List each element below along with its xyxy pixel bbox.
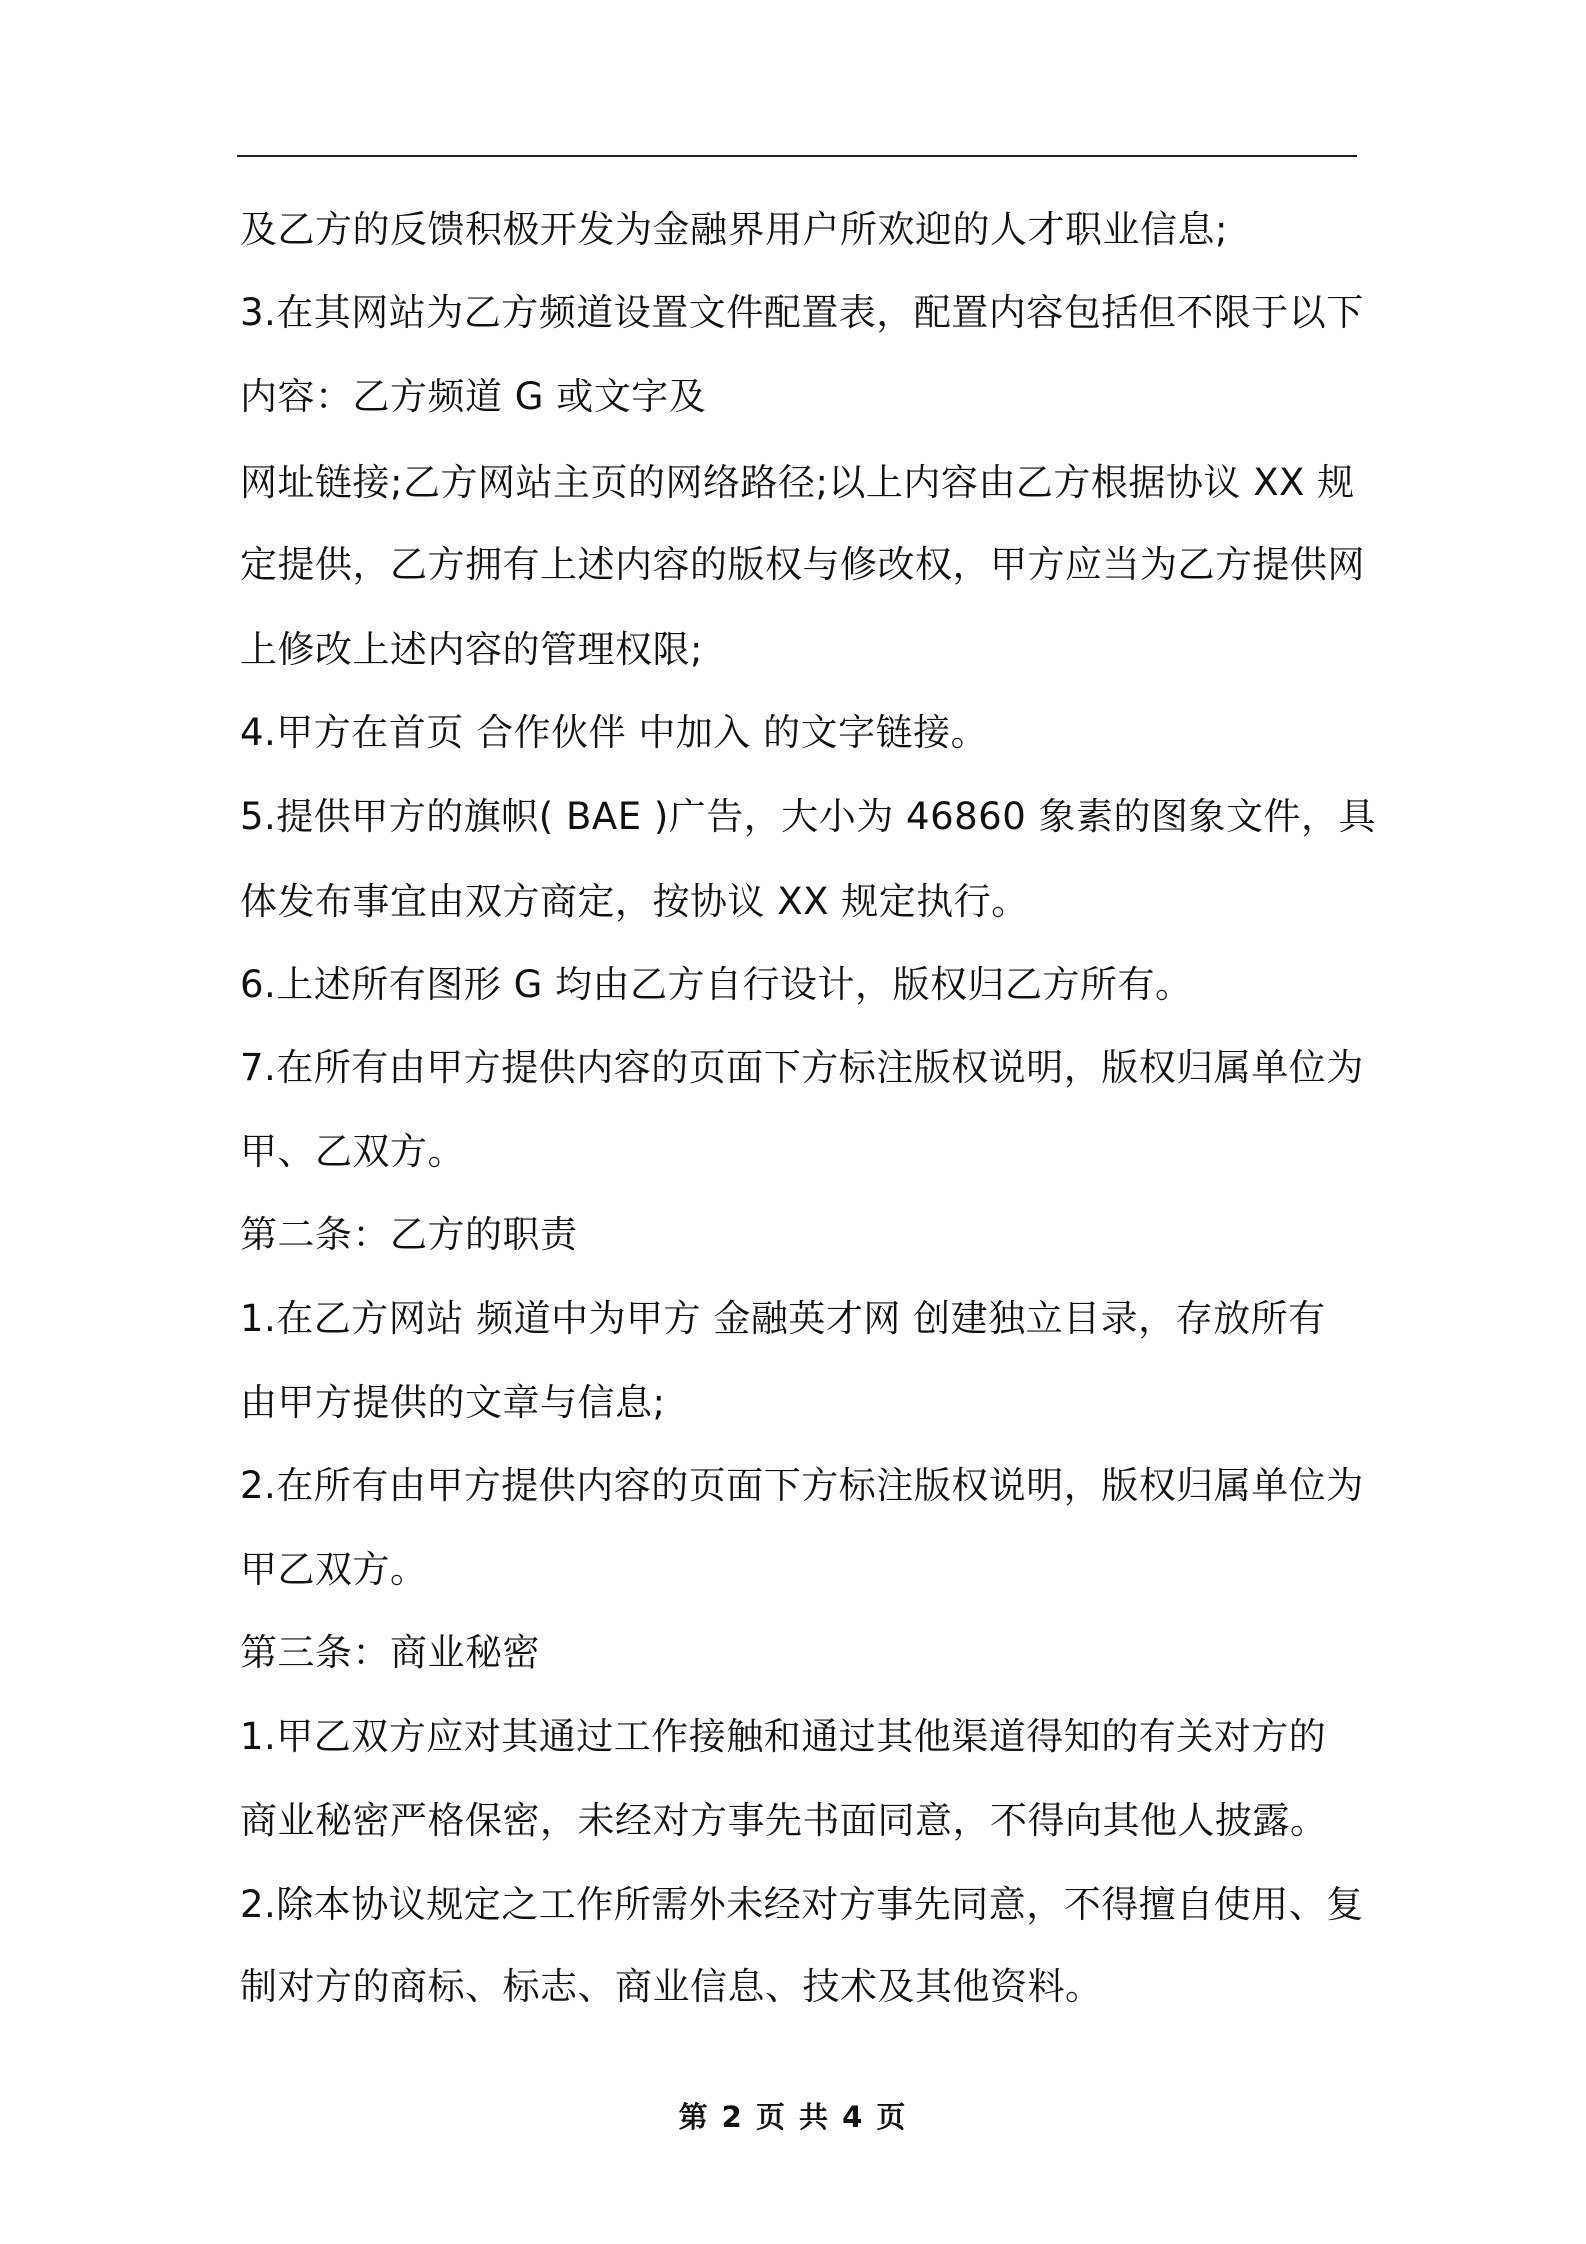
text-line: 内容：乙方频道 G 或文字及 [240, 375, 707, 418]
text-line: 上修改上述内容的管理权限; [240, 628, 703, 671]
text-line: 1.在乙方网站 频道中为甲方 金融英才网 创建独立目录，存放所有 [240, 1297, 1326, 1340]
text-line: 5.提供甲方的旗帜( BAE )广告，大小为 46860 象素的图象文件，具 [240, 795, 1376, 838]
text-line: 1.甲乙双方应对其通过工作接触和通过其他渠道得知的有关对方的 [240, 1715, 1327, 1758]
section-heading: 第二条：乙方的职责 [240, 1213, 578, 1256]
text-line: 7.在所有由甲方提供内容的页面下方标注版权说明，版权归属单位为 [240, 1046, 1364, 1089]
text-line: 体发布事宜由双方商定，按协议 XX 规定执行。 [240, 880, 1029, 923]
text-line: 定提供，乙方拥有上述内容的版权与修改权，甲方应当为乙方提供网 [240, 543, 1365, 586]
text-line: 2.除本协议规定之工作所需外未经对方事先同意，不得擅自使用、复 [240, 1883, 1364, 1926]
text-line: 及乙方的反馈积极开发为金融界用户所欢迎的人才职业信息; [240, 208, 1228, 251]
text-line: 甲、乙双方。 [240, 1130, 465, 1173]
text-line: 2.在所有由甲方提供内容的页面下方标注版权说明，版权归属单位为 [240, 1464, 1364, 1507]
text-line: 商业秘密严格保密，未经对方事先书面同意，不得向其他人披露。 [240, 1799, 1328, 1842]
section-heading: 第三条：商业秘密 [240, 1631, 540, 1674]
text-line: 网址链接;乙方网站主页的网络路径;以上内容由乙方根据协议 XX 规 [240, 461, 1355, 504]
text-line: 4.甲方在首页 合作伙伴 中加入 的文字链接。 [240, 711, 989, 754]
text-line: 制对方的商标、标志、商业信息、技术及其他资料。 [240, 1965, 1103, 2008]
page-number: 第 2 页 共 4 页 [678, 2100, 908, 2134]
text-line: 由甲方提供的文章与信息; [240, 1381, 666, 1424]
header-divider [237, 155, 1357, 157]
text-line: 3.在其网站为乙方频道设置文件配置表，配置内容包括但不限于以下 [240, 291, 1364, 334]
text-line: 6.上述所有图形 G 均由乙方自行设计，版权归乙方所有。 [240, 963, 1193, 1006]
text-line: 甲乙双方。 [240, 1548, 428, 1591]
